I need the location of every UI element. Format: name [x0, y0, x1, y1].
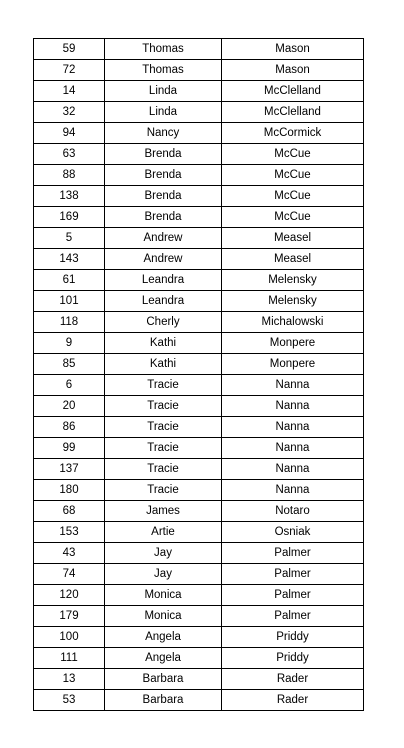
id-cell: 85 [34, 354, 105, 375]
id-cell: 94 [34, 123, 105, 144]
table-row [34, 249, 364, 270]
last-name-cell: Nanna [222, 375, 364, 396]
table-row [34, 102, 364, 123]
table-row [34, 627, 364, 648]
first-name-cell: Barbara [105, 690, 222, 711]
table-row [34, 186, 364, 207]
first-name-cell: Tracie [105, 480, 222, 501]
id-cell: 120 [34, 585, 105, 606]
id-cell: 180 [34, 480, 105, 501]
table-row [34, 501, 364, 522]
table-row [34, 354, 364, 375]
table-row [34, 123, 364, 144]
table-row [34, 564, 364, 585]
last-name-cell: McCue [222, 165, 364, 186]
id-cell: 72 [34, 60, 105, 81]
last-name-cell: Notaro [222, 501, 364, 522]
id-cell: 88 [34, 165, 105, 186]
last-name-cell: McCue [222, 207, 364, 228]
last-name-cell: McCue [222, 144, 364, 165]
first-name-cell: Jay [105, 543, 222, 564]
first-name-cell: Tracie [105, 396, 222, 417]
table-row [34, 60, 364, 81]
last-name-cell: Osniak [222, 522, 364, 543]
first-name-cell: Artie [105, 522, 222, 543]
last-name-cell: Nanna [222, 417, 364, 438]
id-cell: 13 [34, 669, 105, 690]
id-cell: 118 [34, 312, 105, 333]
roster-table-body [34, 39, 364, 711]
id-cell: 100 [34, 627, 105, 648]
table-row [34, 543, 364, 564]
last-name-cell: Michalowski [222, 312, 364, 333]
first-name-cell: Thomas [105, 39, 222, 60]
table-row [34, 312, 364, 333]
table-row [34, 459, 364, 480]
id-cell: 59 [34, 39, 105, 60]
table-row [34, 81, 364, 102]
first-name-cell: Tracie [105, 375, 222, 396]
last-name-cell: Measel [222, 228, 364, 249]
last-name-cell: Monpere [222, 333, 364, 354]
last-name-cell: Melensky [222, 291, 364, 312]
id-cell: 68 [34, 501, 105, 522]
id-cell: 169 [34, 207, 105, 228]
id-cell: 153 [34, 522, 105, 543]
last-name-cell: Melensky [222, 270, 364, 291]
first-name-cell: Nancy [105, 123, 222, 144]
last-name-cell: Priddy [222, 627, 364, 648]
first-name-cell: Linda [105, 102, 222, 123]
first-name-cell: Andrew [105, 228, 222, 249]
first-name-cell: James [105, 501, 222, 522]
id-cell: 138 [34, 186, 105, 207]
first-name-cell: Brenda [105, 144, 222, 165]
id-cell: 14 [34, 81, 105, 102]
id-cell: 32 [34, 102, 105, 123]
first-name-cell: Tracie [105, 417, 222, 438]
id-cell: 5 [34, 228, 105, 249]
id-cell: 9 [34, 333, 105, 354]
first-name-cell: Barbara [105, 669, 222, 690]
table-row [34, 270, 364, 291]
first-name-cell: Angela [105, 648, 222, 669]
id-cell: 111 [34, 648, 105, 669]
last-name-cell: Palmer [222, 564, 364, 585]
id-cell: 53 [34, 690, 105, 711]
first-name-cell: Leandra [105, 291, 222, 312]
last-name-cell: McCormick [222, 123, 364, 144]
last-name-cell: Nanna [222, 396, 364, 417]
last-name-cell: Monpere [222, 354, 364, 375]
id-cell: 20 [34, 396, 105, 417]
first-name-cell: Kathi [105, 354, 222, 375]
table-row [34, 438, 364, 459]
first-name-cell: Brenda [105, 165, 222, 186]
table-row [34, 480, 364, 501]
table-row [34, 585, 364, 606]
id-cell: 86 [34, 417, 105, 438]
first-name-cell: Brenda [105, 207, 222, 228]
last-name-cell: Priddy [222, 648, 364, 669]
table-row [34, 207, 364, 228]
first-name-cell: Tracie [105, 438, 222, 459]
table-row [34, 690, 364, 711]
first-name-cell: Monica [105, 585, 222, 606]
last-name-cell: Palmer [222, 606, 364, 627]
table-row [34, 333, 364, 354]
first-name-cell: Brenda [105, 186, 222, 207]
first-name-cell: Cherly [105, 312, 222, 333]
id-cell: 6 [34, 375, 105, 396]
table-row [34, 522, 364, 543]
last-name-cell: Nanna [222, 438, 364, 459]
first-name-cell: Thomas [105, 60, 222, 81]
first-name-cell: Jay [105, 564, 222, 585]
last-name-cell: Nanna [222, 480, 364, 501]
id-cell: 101 [34, 291, 105, 312]
last-name-cell: McCue [222, 186, 364, 207]
first-name-cell: Kathi [105, 333, 222, 354]
first-name-cell: Monica [105, 606, 222, 627]
table-row [34, 375, 364, 396]
table-row [34, 228, 364, 249]
table-row [34, 291, 364, 312]
id-cell: 179 [34, 606, 105, 627]
table-row [34, 417, 364, 438]
last-name-cell: Palmer [222, 585, 364, 606]
table-row [34, 606, 364, 627]
last-name-cell: Palmer [222, 543, 364, 564]
table-row [34, 396, 364, 417]
last-name-cell: Rader [222, 690, 364, 711]
first-name-cell: Angela [105, 627, 222, 648]
id-cell: 74 [34, 564, 105, 585]
table-row [34, 669, 364, 690]
table-row [34, 165, 364, 186]
first-name-cell: Tracie [105, 459, 222, 480]
last-name-cell: McClelland [222, 102, 364, 123]
id-cell: 143 [34, 249, 105, 270]
last-name-cell: Mason [222, 39, 364, 60]
first-name-cell: Andrew [105, 249, 222, 270]
last-name-cell: Rader [222, 669, 364, 690]
id-cell: 99 [34, 438, 105, 459]
id-cell: 137 [34, 459, 105, 480]
id-cell: 63 [34, 144, 105, 165]
first-name-cell: Linda [105, 81, 222, 102]
last-name-cell: McClelland [222, 81, 364, 102]
id-cell: 61 [34, 270, 105, 291]
id-cell: 43 [34, 543, 105, 564]
first-name-cell: Leandra [105, 270, 222, 291]
last-name-cell: Mason [222, 60, 364, 81]
table-row [34, 648, 364, 669]
table-row [34, 39, 364, 60]
last-name-cell: Measel [222, 249, 364, 270]
table-row [34, 144, 364, 165]
last-name-cell: Nanna [222, 459, 364, 480]
roster-table [33, 38, 364, 711]
